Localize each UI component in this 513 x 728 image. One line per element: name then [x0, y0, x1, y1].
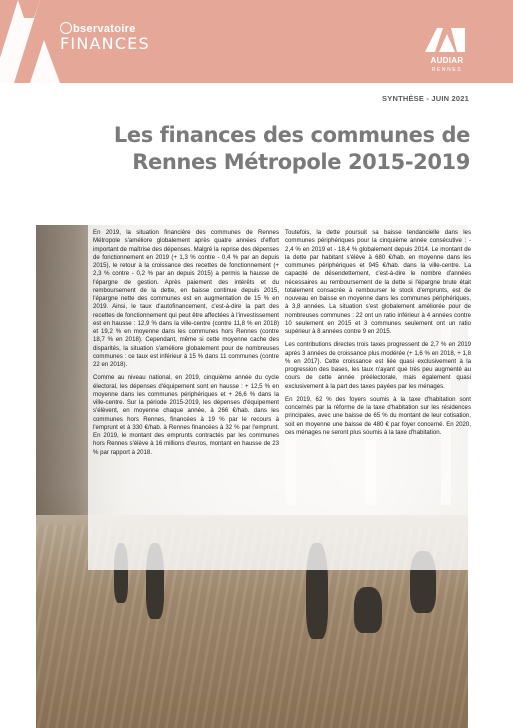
paragraph: En 2019, 62 % des foyers soumis à la taxe d'habitation sont concernés par la réforme de la taxe d'habitation sur les résidences principales, avec une baisse de 65 % du montant de leur cotisation, soit en moyenne une baisse de 480 € par foyer concerné. En 2020, ces ménages ne seront plus soumis à la taxe d'habitation. [285, 395, 471, 436]
child-figure [354, 587, 382, 633]
paragraph: Comme au niveau national, en 2019, cinquième année du cycle électoral, les dépenses d'équipement sont en hausse : + 12,5 % en moyenne dans les communes périphériques et + 26,6 % dans la ville-centre. Sur la période 2015-2019, les dépenses d'équipement s'élèvent, en moyenne chaque année, à 266 €/hab. dans les communes hors Rennes, financées à 19 % par le recours à l'emprunt et à 330 €/hab. à Rennes financées à 32 % par l'emprunt. En 2019, le montant des emprunts contractés par les communes hors Rennes s'élève à 16 millions d'euros, montant en hausse de 23 % par rapport à 2018. [93, 374, 279, 456]
title-line-2: Rennes Métropole 2015-2019 [132, 150, 470, 174]
title-line-1: Les finances des communes de [113, 123, 470, 147]
circle-o-icon [60, 22, 72, 34]
publication-date: SYNTHÈSE - JUIN 2021 [382, 94, 469, 103]
observatoire-label: bservatoire [60, 22, 136, 35]
page-title [60, 122, 470, 176]
text-column-left [93, 229, 279, 462]
observatoire-a-icon [0, 0, 60, 83]
paragraph: Toutefois, la dette poursuit sa baisse tendancielle dans les communes périphériques pour la cinquième année consécutive : - 2,4 % en 2019 et - 18,4 % globalement depuis 2014. Le montant de la dette par habitant s'élève à 680 €/hab. en moyenne dans les communes périphériques et 945 €/hab. dans la ville-centre. La capacité de désendettement, c'est-à-dire le nombre d'années nécessaires au remboursement de la dette si l'épargne brute était totalement consacrée à rembourser le stock d'emprunts, est de nouveau en baisse en moyenne dans les communes périphériques, à 3,8 années. La situation s'est globalement améliorée pour de nombreuses communes : 22 ont un ratio inférieur à 4 années contre 10 seulement en 2015 et 3 communes seulement ont un ratio supérieur à 8 années contre 9 en 2015. [285, 229, 471, 335]
logo-city: RENNES [431, 67, 463, 73]
paragraph: En 2019, la situation financière des communes de Rennes Métropole s'améliore globalement après quatre années d'effort important de maîtrise des dépenses. Malgré la reprise des dépenses de fonctionnement en 2019 (+ 1,3 % contre - 0,4 % par an depuis 2015), le retour à la croissance des recettes de fonctionnement (+ 2,3 % contre - 0,2 % par an depuis 2015) a permis la hausse de l'épargne de gestion. Après paiement des intérêts et du remboursement de la dette, en baisse continue depuis 2015, l'épargne nette des communes est en augmentation de 15 % en 2019. Ainsi, le taux d'autofinancement, c'est-à-dire la part des recettes de fonctionnement qui peut être affectées à l'investissement est en hausse : 12,9 % dans la ville-centre (contre 11,8 % en 2018) et 19,2 % en moyenne dans les communes hors Rennes (contre 18,7 % en 2018). Cependant, même si cette moyenne cache des disparités, la situation s'améliore globalement pour de nombreuses communes : ce taux est inférieur à 15 % dans 11 communes (contre 22 en 2018). [93, 229, 279, 368]
text-column-right [285, 229, 471, 442]
logo-wordmark: AUDIAR [430, 56, 464, 65]
paragraph: Les contributions directes trois taxes progressent de 2,7 % en 2019 après 3 années de croissance plus modérée (+ 1,6 % en 2018, + 1,8 % en 2017). Cette croissance est liée quasi exclusivement à la progression des bases, les taux n'ayant que très peu augmenté au cours de cette année préélectorale, mais également quasi exclusivement à la part des taxes payées par les ménages. [285, 341, 471, 390]
header-banner [0, 0, 513, 83]
finances-label: FINANCES [60, 34, 150, 53]
